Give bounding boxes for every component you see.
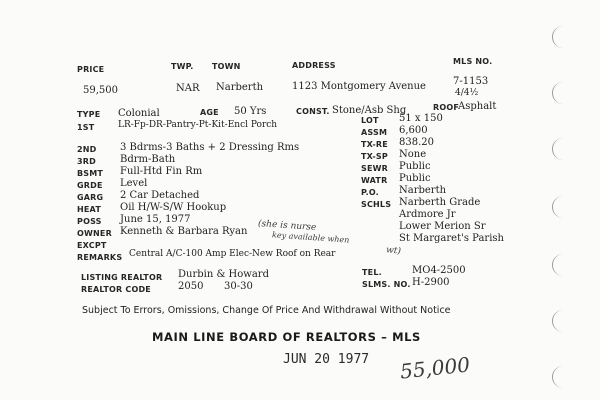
exception-label: EXCPT — [77, 241, 107, 250]
binder-hole — [552, 82, 563, 104]
listing-realtor-label: LISTING REALTOR — [81, 273, 163, 282]
binder-hole — [552, 254, 563, 276]
sewer-value: Public — [399, 161, 431, 172]
schools-label: SCHLS — [361, 200, 392, 209]
roof-value: Asphalt — [458, 101, 497, 112]
binder-hole-marks — [550, 18, 570, 398]
town-label: TOWN — [212, 62, 241, 71]
school-lower-merion: Lower Merion Sr — [399, 221, 486, 232]
mls-number: 7-1153 — [453, 76, 489, 87]
mls-label: MLS NO. — [453, 57, 493, 66]
grade-label: GRDE — [77, 181, 103, 190]
realtor-code-label: REALTOR CODE — [81, 285, 151, 294]
twp-label: TWP. — [171, 62, 194, 71]
floor2-value: 3 Bdrms-3 Baths + 2 Dressing Rms — [120, 142, 300, 153]
heat-label: HEAT — [77, 205, 101, 214]
lot-label: LOT — [361, 116, 379, 125]
address-value: 1123 Montgomery Avenue — [292, 81, 426, 92]
realtor-code-value-2: 30-30 — [224, 281, 253, 292]
garage-label: GARG — [77, 193, 104, 202]
binder-hole — [552, 310, 563, 332]
water-label: WATR — [361, 176, 388, 185]
type-label: TYPE — [77, 110, 101, 119]
tax-re-value: 838.20 — [399, 137, 434, 148]
basement-label: BSMT — [77, 169, 104, 178]
remarks-handwritten-tail: wt) — [385, 245, 402, 257]
disclaimer-text: Subject To Errors, Omissions, Change Of Price And Withdrawal Without Notice — [82, 305, 451, 316]
lot-value: 51 x 150 — [399, 113, 443, 124]
price-value: 59,500 — [83, 85, 118, 96]
binder-hole — [552, 366, 563, 388]
assessment-label: ASSM — [361, 128, 388, 137]
floor1-value: LR-Fp-DR-Pantry-Pt-Kit-Encl Porch — [118, 120, 278, 130]
assessment-value: 6,600 — [399, 125, 428, 136]
grade-value: Level — [120, 178, 148, 189]
salesman-no-value: H-2900 — [412, 277, 450, 288]
age-label: AGE — [200, 108, 219, 117]
owner-label: OWNER — [77, 229, 112, 238]
remarks-value: Central A/C-100 Amp Elec-New Roof on Rear — [129, 249, 336, 259]
floor3-label: 3RD — [77, 157, 96, 166]
owner-value: Kenneth & Barbara Ryan — [120, 226, 248, 237]
tel-label: TEL. — [362, 268, 382, 277]
realtor-code-value: 2050 — [178, 281, 204, 292]
post-office-value: Narberth — [399, 185, 447, 196]
possession-value: June 15, 1977 — [120, 214, 191, 225]
binder-hole — [552, 138, 563, 160]
owner-handwritten-note: (she is nurse — [257, 218, 317, 234]
possession-label: POSS — [77, 217, 102, 226]
water-value: Public — [399, 173, 431, 184]
garage-value: 2 Car Detached — [120, 190, 200, 201]
address-label: ADDRESS — [292, 61, 336, 70]
basement-value: Full-Htd Fin Rm — [120, 166, 203, 177]
binder-hole — [552, 196, 563, 218]
school-ardmore: Ardmore Jr — [399, 209, 456, 220]
twp-value: NAR — [176, 83, 200, 94]
const-value: Stone/Asb Shg — [332, 105, 407, 116]
age-value: 50 Yrs — [234, 106, 267, 117]
const-label: CONST. — [296, 107, 330, 116]
handwritten-price: 55,000 — [398, 352, 472, 384]
floor3-value: Bdrm-Bath — [120, 154, 176, 165]
town-value: Narberth — [216, 82, 264, 93]
tel-value: MO4-2500 — [412, 265, 466, 276]
type-value: Colonial — [118, 108, 160, 119]
roof-label: ROOF — [433, 103, 460, 112]
post-office-label: P.O. — [361, 188, 379, 197]
sewer-label: SEWR — [361, 164, 389, 173]
heat-value: Oil H/W-S/W Hookup — [120, 202, 227, 213]
tax-re-label: TX-RE — [361, 140, 388, 149]
date-stamp: JUN 20 1977 — [283, 352, 370, 367]
board-title: MAIN LINE BOARD OF REALTORS – MLS — [152, 330, 421, 344]
tax-sp-label: TX-SP — [361, 152, 388, 161]
school-st-margaret: St Margaret's Parish — [399, 233, 504, 244]
tax-sp-value: None — [399, 149, 427, 160]
salesman-no-label: SLMS. NO. — [362, 280, 411, 289]
floor1-label: 1ST — [77, 123, 95, 132]
listing-realtor-value: Durbin & Howard — [178, 269, 269, 280]
remarks-label: REMARKS — [77, 253, 123, 262]
mls-subnumber: 4/4½ — [455, 88, 479, 98]
key-handwritten-note: key available when — [271, 230, 350, 245]
floor2-label: 2ND — [77, 145, 97, 154]
schools-value: Narberth Grade — [399, 197, 481, 208]
binder-hole — [552, 26, 563, 48]
price-label: PRICE — [77, 65, 105, 74]
